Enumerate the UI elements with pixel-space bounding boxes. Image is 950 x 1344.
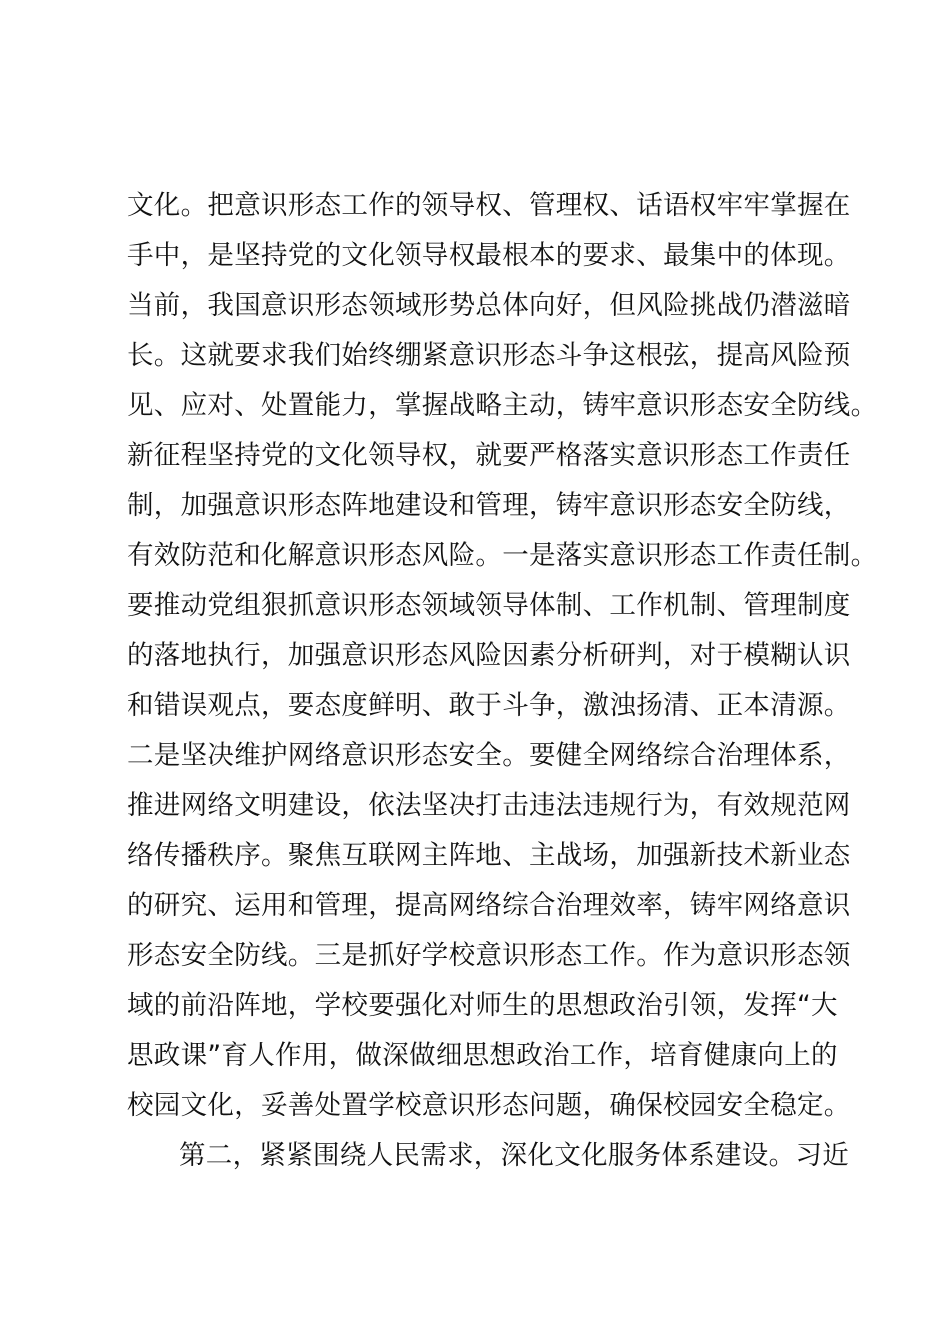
text-line: 文化。把意识形态工作的领导权、管理权、话语权牢牢掌握在 — [127, 190, 851, 221]
body-text — [127, 181, 878, 1181]
text-line: 和错误观点，要态度鲜明、敢于斗争，激浊扬清、正本清源。 — [127, 690, 851, 721]
text-line: 思政课”育人作用，做深做细思想政治工作，培育健康向上的 — [127, 1040, 838, 1071]
text-line: 见、应对、处置能力，掌握战略主动，铸牢意识形态安全防线。 — [127, 390, 878, 421]
text-line: 形态安全防线。三是抓好学校意识形态工作。作为意识形态领 — [127, 940, 851, 971]
text-line: 制，加强意识形态阵地建设和管理，铸牢意识形态安全防线， — [127, 490, 851, 521]
text-line: 络传播秩序。聚焦互联网主阵地、主战场，加强新技术新业态 — [127, 840, 851, 871]
paragraph-start-line: 第二，紧紧围绕人民需求，深化文化服务体系建设。习近 — [179, 1140, 849, 1171]
text-line: 域的前沿阵地，学校要强化对师生的思想政治引领，发挥“大 — [127, 990, 838, 1021]
text-line: 有效防范和化解意识形态风险。一是落实意识形态工作责任制。 — [127, 540, 878, 571]
text-line: 手中，是坚持党的文化领导权最根本的要求、最集中的体现。 — [127, 240, 851, 271]
text-line: 长。这就要求我们始终绷紧意识形态斗争这根弦，提高风险预 — [127, 340, 851, 371]
text-line: 要推动党组狠抓意识形态领域领导体制、工作机制、管理制度 — [127, 590, 851, 621]
text-line: 二是坚决维护网络意识形态安全。要健全网络综合治理体系， — [127, 740, 851, 771]
text-line: 当前，我国意识形态领域形势总体向好，但风险挑战仍潜滋暗 — [127, 290, 851, 321]
text-line: 推进网络文明建设，依法坚决打击违法违规行为，有效规范网 — [127, 790, 851, 821]
text-line: 的落地执行，加强意识形态风险因素分析研判，对于模糊认识 — [127, 640, 851, 671]
text-line: 校园文化，妥善处置学校意识形态问题，确保校园安全稳定。 — [127, 1090, 851, 1121]
text-line: 新征程坚持党的文化领导权，就要严格落实意识形态工作责任 — [127, 440, 851, 471]
text-line: 的研究、运用和管理，提高网络综合治理效率，铸牢网络意识 — [127, 890, 851, 921]
